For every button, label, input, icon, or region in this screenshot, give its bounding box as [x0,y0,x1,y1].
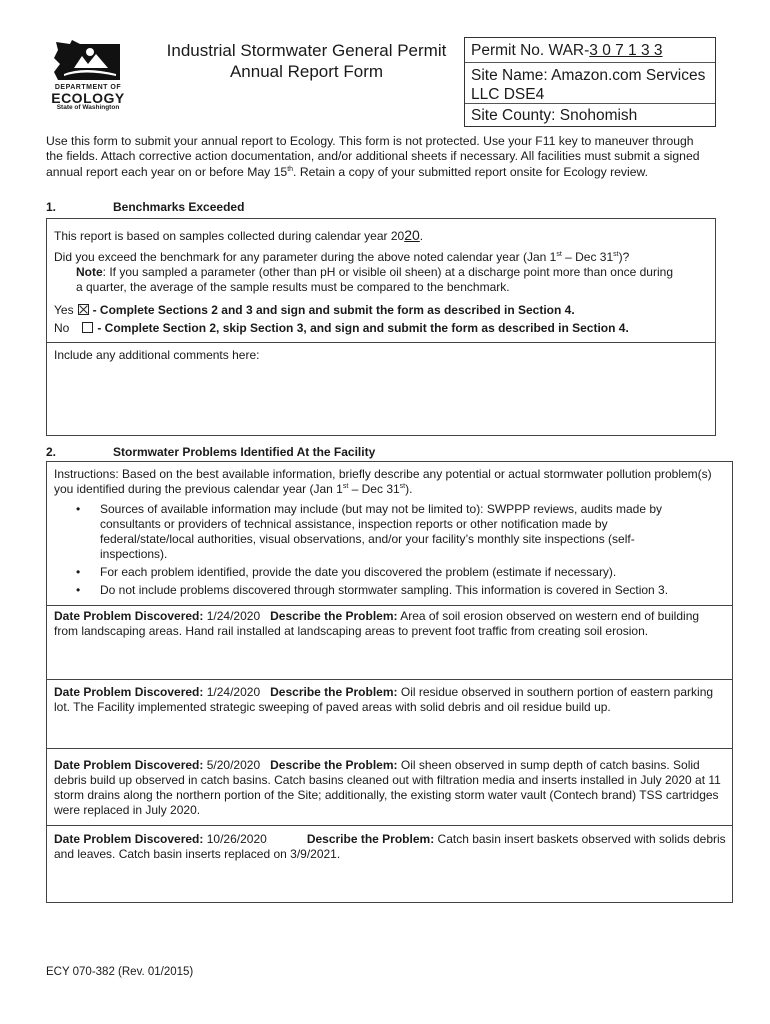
calendar-year-text: This report is based on samples collected during calendar year 20 [54,229,405,243]
permit-number-row [465,38,715,63]
no-option-row [54,321,629,336]
instructions-sup1: st [342,483,349,490]
permit-info-box [464,37,716,127]
benchmark-note [76,265,676,295]
calendar-year-end: . [419,229,424,243]
benchmark-question [54,250,704,265]
problem-text-4 [54,832,726,862]
problem-date[interactable]: 5/20/2020 [206,758,261,772]
permit-number-field[interactable]: 3 0 7 1 3 3 [589,42,663,59]
date-label: Date Problem Discovered: [54,609,204,623]
form-title [150,40,463,82]
site-name-row [465,63,715,104]
site-county-field[interactable]: Snohomish [559,107,638,124]
agency-name [48,84,128,112]
yes-option-row [54,303,575,318]
yes-label: Yes [54,303,74,317]
intro-sup: th [287,165,294,173]
date-label: Date Problem Discovered: [54,685,204,699]
describe-label: Describe the Problem: [270,685,398,699]
section2-title: Stormwater Problems Identified At the Facility [113,445,376,459]
site-county-row [465,104,715,128]
question-sup1: st [556,251,562,258]
comments-box[interactable] [46,342,716,436]
question-sup2: st [613,251,619,258]
date-label: Date Problem Discovered: [54,758,204,772]
site-county-label: Site County: [471,107,556,124]
problem-date[interactable]: 1/24/2020 [206,609,261,623]
list-item: • Sources of available information may include (but may not be limited to): SWPPP reviews, audits made by consultants or providers of technical assistance, inspection reports or other notification made by federal/state/local authorities, visual observations, and/or your facility’s monthly site inspections (self-inspections). [54,502,674,562]
date-label: Date Problem Discovered: [54,832,204,846]
problem-description[interactable]: Area of soil erosion observed on western end of building from landscaping areas. Hand rail installed at landscaping areas to prevent foot traffic from creating soil erosion. [54,609,700,638]
agency-line1: DEPARTMENT OF [54,84,122,91]
problem-text-2 [54,685,726,715]
no-instruction: - Complete Section 2, skip Section 3, and sign and submit the form as described in Section 4. [97,321,629,335]
problem-description[interactable]: Oil sheen observed in sump depth of catch basins. Solid debris build up observed in catch basins. Catch basins cleaned out with filtration media and inserts installed in July 2020 at 11 storm drains along the northern portion of the Site; additionally, the existing storm water vault (Contech brand) TSS cartridges were replaced in July 2020. [54,758,721,817]
section2-instructions-box [46,461,733,606]
form-title-line1: Industrial Stormwater General Permit [166,41,447,60]
intro-text-2: . Retain a copy of your submitted report onsite for Ecology review. [293,164,649,179]
comments-label: Include any additional comments here: [54,348,260,362]
problem-description[interactable]: Catch basin insert baskets observed with solids debris and leaves. Catch basin inserts replaced on 3/9/2021. [54,832,726,861]
agency-line2: ECOLOGY [51,90,125,106]
section1-box [46,218,716,343]
section1-title: Benchmarks Exceeded [113,200,245,214]
problem-entry-2[interactable] [46,679,733,749]
problem-entry-3[interactable] [46,748,733,826]
form-id-footer: ECY 070-382 (Rev. 01/2015) [46,966,194,978]
section1-number: 1. [46,200,57,214]
site-name-field[interactable]: Amazon.com Services LLC DSE4 [471,67,706,103]
yes-checkbox[interactable] [78,304,89,315]
problem-date[interactable]: 1/24/2020 [206,685,261,699]
instructions-bullet-list [54,502,674,601]
washington-state-icon [50,38,125,84]
problem-date[interactable]: 10/26/2020 [206,832,267,846]
site-name-label: Site Name: [471,67,548,84]
instructions-a: Instructions: Based on the best available information, briefly describe any potential or actual stormwater pollution problem(s) you identified during the previous calendar year (Jan 1 [54,467,712,496]
question-b: – Dec 31 [561,250,614,264]
describe-label: Describe the Problem: [306,832,435,846]
yes-instruction: - Complete Sections 2 and 3 and sign and submit the form as described in Section 4. [92,303,575,317]
no-checkbox[interactable] [82,322,93,333]
calendar-year-field[interactable]: 20 [404,227,420,243]
problem-description[interactable]: Oil residue observed in southern portion of eastern parking lot. The Facility implemented strategic sweeping of paved areas with solid debris and oil residue build up. [54,685,714,714]
instructions-c: ). [405,482,413,496]
describe-label: Describe the Problem: [270,758,398,772]
section2-instructions [54,467,714,497]
instructions-sup2: st [399,483,406,490]
question-a: Did you exceed the benchmark for any parameter during the above noted calendar year (Jan 1 [54,250,557,264]
list-item: • Do not include problems discovered through stormwater sampling. This information is covered in Section 3. [54,583,674,598]
permit-number-label: Permit No. WAR- [471,42,590,59]
intro-paragraph [46,134,706,180]
calendar-year-line [54,228,423,244]
note-label: Note [76,265,103,279]
describe-label: Describe the Problem: [270,609,398,623]
problem-entry-1[interactable] [46,605,733,680]
intro-text-1: Use this form to submit your annual report to Ecology. This form is not protected. Use your F11 key to maneuver through the fields. Attach corrective action documentation, and/or additional sheets if necessary. All facilities must submit a signed annual report each year on or before May 15 [46,134,700,179]
problem-text-3 [54,758,726,818]
form-title-line2: Annual Report Form [229,62,384,81]
no-label: No [54,321,70,335]
problem-entry-4[interactable] [46,825,733,903]
list-item: • For each problem identified, provide the date you discovered the problem (estimate if necessary). [54,565,674,580]
agency-line3: State of Washington [56,104,120,111]
section2-number: 2. [46,445,57,459]
note-text: : If you sampled a parameter (other than pH or visible oil sheen) at a discharge point more than once during a quarter, the average of the sample results must be compared to the benchmark. [76,265,673,294]
question-c: )? [618,250,630,264]
instructions-b: – Dec 31 [348,482,400,496]
problem-text-1 [54,609,726,639]
